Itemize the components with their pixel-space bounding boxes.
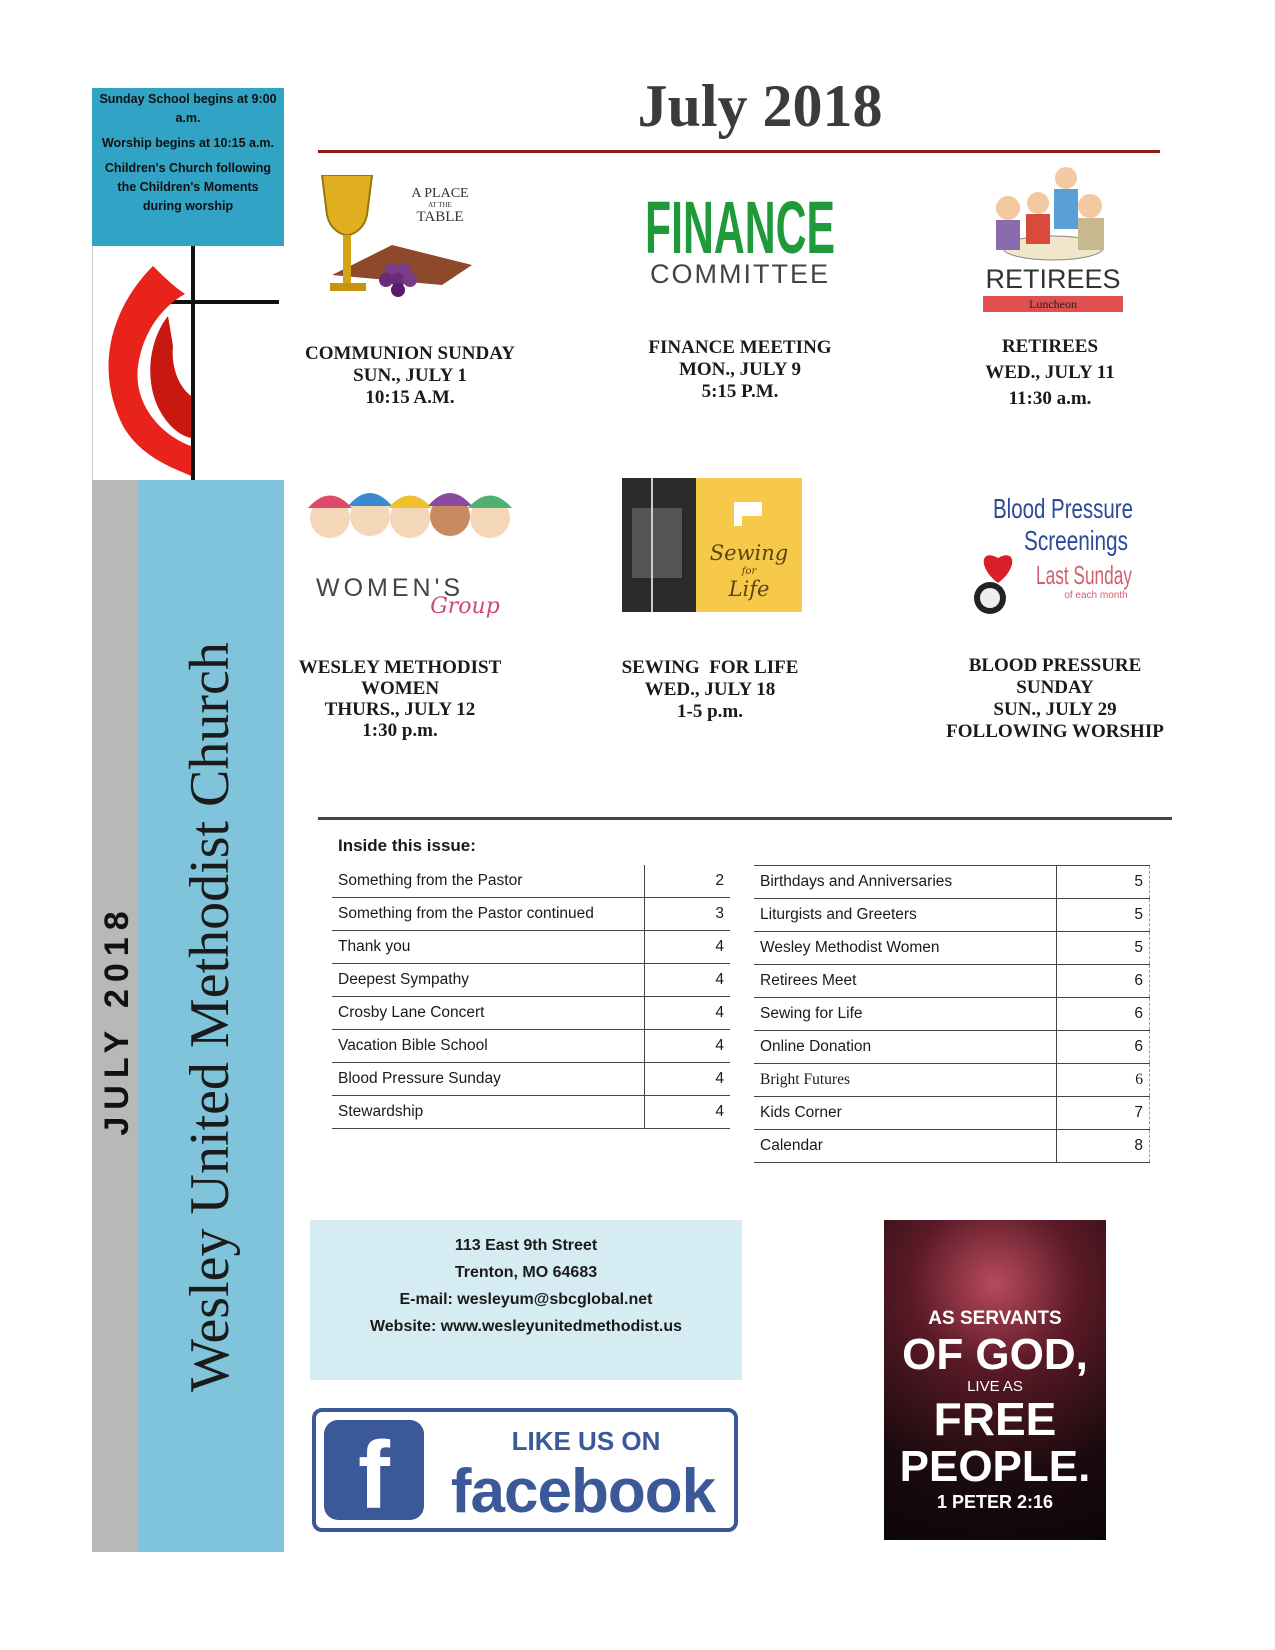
event-date: THURS., JULY 12 [324,699,476,720]
blood-pressure-icon [968,488,1142,618]
website-link[interactable]: Website: www.wesleyunitedmethodist.us [369,1318,683,1335]
event-time: 10:15 A.M. [365,387,455,408]
section-divider [318,817,1172,820]
svg-text:for: for [741,566,757,577]
toc-title: Liturgists and Greeters [754,899,1057,932]
toc-title: Vacation Bible School [332,1030,645,1063]
toc-page: 6 [1057,1064,1150,1097]
toc-page: 6 [1057,1031,1150,1064]
facebook-icon: f [324,1420,424,1520]
finance-committee-icon [640,175,840,295]
svg-text:RETIREES: RETIREES [985,264,1121,294]
event-finance [620,337,860,403]
svg-text:Group: Group [430,594,500,619]
svg-text:WOMEN'S: WOMEN'S [315,574,465,602]
toc-page: 2 [645,865,731,898]
contact-box [310,1220,742,1380]
issue-date: JULY 2018 [98,904,136,1136]
svg-text:of each month: of each month [1064,590,1128,601]
toc-page: 6 [1057,998,1150,1031]
table-row [754,932,1150,965]
svg-text:COMMITTEE: COMMITTEE [650,259,830,289]
verse-line: AS SERVANTS [928,1308,1062,1329]
worship-time: Worship begins at 10:15 a.m. [101,136,275,150]
event-time: FOLLOWING WORSHIP [946,721,1164,742]
svg-text:Life: Life [728,577,770,601]
toc-title: Blood Pressure Sunday [332,1063,645,1096]
toc-title: Bright Futures [754,1064,1057,1097]
verse-reference: 1 PETER 2:16 [936,1492,1054,1512]
event-blood-pressure [930,655,1180,743]
email-link[interactable]: E-mail: wesleyum@sbcglobal.net [399,1291,653,1308]
toc-page: 8 [1057,1130,1150,1163]
event-date: WED., JULY 11 [985,362,1115,383]
toc-page: 5 [1057,866,1150,899]
sewing-for-life-icon [622,478,802,612]
svg-text:Last Sunday: Last Sunday [1036,560,1132,590]
svg-text:TABLE: TABLE [416,209,464,225]
event-retirees [935,334,1165,412]
toc-title: Thank you [332,931,645,964]
verse-line: OF GOD, [902,1330,1088,1379]
event-time: 1-5 p.m. [677,701,743,722]
toc-page: 4 [645,1096,731,1129]
toc-page: 4 [645,997,731,1030]
title-divider [318,150,1160,153]
facebook-like-badge[interactable] [312,1408,738,1532]
table-row [332,1096,730,1129]
toc-title: Birthdays and Anniversaries [754,866,1057,899]
svg-text:A PLACE: A PLACE [411,186,469,201]
table-row [754,1064,1150,1097]
city-state-zip: Trenton, MO 64683 [454,1264,598,1281]
svg-text:Blood Pressure: Blood Pressure [993,493,1133,524]
facebook-wordmark: facebook [450,1457,716,1526]
svg-text:Screenings: Screenings [1024,525,1128,556]
toc-title: Stewardship [332,1096,645,1129]
toc-title: Something from the Pastor [332,865,645,898]
table-row [332,1030,730,1063]
street-address: 113 East 9th Street [454,1237,598,1254]
toc-page: 4 [645,964,731,997]
verse-line: FREE [933,1393,1057,1445]
facebook-like-text: LIKE US ON [511,1426,661,1456]
table-row [754,1130,1150,1163]
toc-title: Wesley Methodist Women [754,932,1057,965]
table-row [754,866,1150,899]
event-title: SEWING FOR LIFE [621,657,799,678]
table-row [332,997,730,1030]
event-date: SUN., JULY 29 [993,699,1117,720]
toc-page: 4 [645,1030,731,1063]
event-time: 5:15 P.M. [701,381,779,402]
page-title: July 2018 [637,73,883,139]
event-time: 1:30 p.m. [362,720,438,741]
womens-group-icon [300,478,518,628]
svg-text:Luncheon: Luncheon [1029,297,1077,311]
event-date: SUN., JULY 1 [353,365,467,386]
communion-chalice-icon [312,175,482,315]
scripture-poster [884,1220,1106,1540]
event-title: RETIREES [1001,336,1099,357]
table-row [332,865,730,898]
svg-text:FINANCE: FINANCE [645,186,835,269]
sidebar-service-times [92,88,284,246]
table-row [332,931,730,964]
event-title: FINANCE MEETING [648,337,832,358]
event-sewing [595,657,825,723]
toc-page: 5 [1057,899,1150,932]
toc-title: Kids Corner [754,1097,1057,1130]
event-date: MON., JULY 9 [678,359,802,380]
toc-page: 6 [1057,965,1150,998]
toc-heading: Inside this issue: [338,836,476,855]
event-womens-group [285,657,515,741]
verse-line: PEOPLE. [899,1442,1091,1491]
table-row [754,1031,1150,1064]
toc-title: Online Donation [754,1031,1057,1064]
table-row [332,898,730,931]
toc-title: Calendar [754,1130,1057,1163]
table-row [754,1097,1150,1130]
toc-title: Deepest Sympathy [332,964,645,997]
event-title: BLOOD PRESSURE [968,655,1142,676]
toc-right-table [754,865,1150,1163]
event-time: 11:30 a.m. [1008,388,1092,409]
event-title: WESLEY METHODIST [298,657,502,678]
childrens-church-note: Children's Church following the Children's Moments during worship [104,161,272,213]
church-name: Wesley United Methodist Church [179,642,241,1392]
toc-title: Retirees Meet [754,965,1057,998]
cross-and-flame-logo [92,246,285,480]
toc-page: 7 [1057,1097,1150,1130]
event-title-2: SUNDAY [1016,677,1094,698]
retirees-luncheon-icon [978,158,1128,316]
event-communion [290,343,530,409]
table-row [754,965,1150,998]
toc-title: Something from the Pastor continued [332,898,645,931]
toc-page: 4 [645,1063,731,1096]
event-title-2: WOMEN [360,678,440,699]
toc-title: Sewing for Life [754,998,1057,1031]
table-row [754,998,1150,1031]
toc-title: Crosby Lane Concert [332,997,645,1030]
toc-page: 5 [1057,932,1150,965]
event-title: COMMUNION SUNDAY [305,343,515,364]
event-date: WED., JULY 18 [644,679,776,700]
svg-text:AT THE: AT THE [428,201,452,209]
toc-left-table [332,865,730,1129]
toc-page: 3 [645,898,731,931]
table-row [332,964,730,997]
svg-text:Sewing: Sewing [709,541,789,565]
sunday-school-time: Sunday School begins at 9:00 a.m. [99,92,277,125]
verse-line: LIVE AS [967,1378,1023,1395]
table-row [754,899,1150,932]
toc-page: 4 [645,931,731,964]
table-row [332,1063,730,1096]
cross-flame-icon [93,246,285,480]
